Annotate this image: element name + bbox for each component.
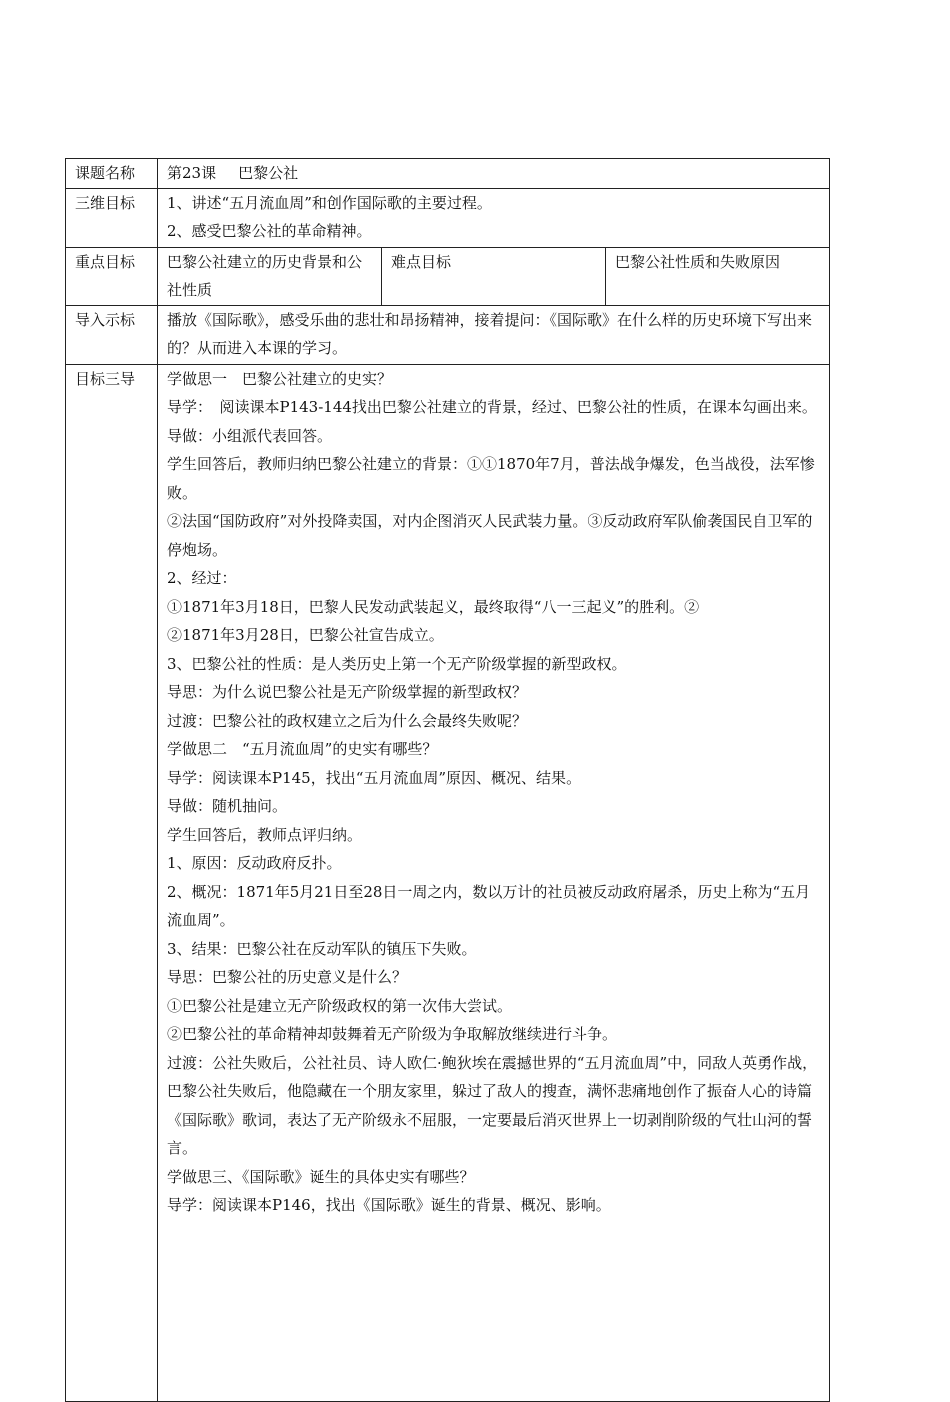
content-line: 导思：为什么说巴黎公社是无产阶级掌握的新型政权？ [167, 683, 528, 701]
intro-value: 播放《国际歌》，感受乐曲的悲壮和昂扬精神，接着提问：《国际歌》在什么样的历史环境下写出来的？从而进入本课的学习。 [158, 305, 830, 364]
lesson-name: 巴黎公社 [238, 164, 299, 182]
content-line: 2、概况：1871年5月21日至28日一周之内，数以万计的社员被反动政府屠杀，历史上称为“五月流血周”。 [167, 882, 811, 929]
content-line: 3、巴黎公社的性质：是人类历史上第一个无产阶级掌握的新型政权。 [167, 654, 627, 673]
row-key-points [66, 247, 830, 305]
content-line: 学做思二 “五月流血周”的史实有哪些？ [167, 740, 438, 758]
row-main-content [66, 364, 830, 1401]
content-line: 学做思一 巴黎公社建立的史实？ [167, 369, 393, 388]
goal-item: 2、感受巴黎公社的革命精神。 [167, 222, 372, 240]
row-lesson-title [66, 159, 830, 189]
content-line: ②1871年3月28日，巴黎公社宣告成立。 [167, 626, 444, 644]
content-line: 1、原因：反动政府反扑。 [167, 854, 342, 872]
goals-label: 三维目标 [66, 188, 158, 247]
content-line: 学做思三、《国际歌》诞生的具体史实有哪些？ [167, 1167, 475, 1186]
difficult-label: 难点目标 [382, 247, 606, 305]
content-line: 2、经过： [167, 569, 237, 587]
main-content [158, 364, 830, 1401]
content-line: 导学： 阅读课本P143-144找出巴黎公社建立的背景，经过、巴黎公社的性质，在课本勾画出来。 [167, 398, 817, 416]
content-line: ②法国“国防政府”对外投降卖国，对内企图消灭人民武装力量。③反动政府军队偷袭国民自卫军的停炮场。 [167, 512, 813, 559]
goals-list [158, 188, 830, 247]
difficult-value: 巴黎公社性质和失败原因 [606, 247, 830, 305]
main-label: 目标三导 [66, 364, 158, 1401]
content-line: 学生回答后，教师点评归纳。 [167, 825, 363, 844]
content-line: 学生回答后，教师归纳巴黎公社建立的背景：①①1870年7月，普法战争爆发，色当战役，法军惨败。 [167, 455, 815, 502]
content-line: ①巴黎公社是建立无产阶级政权的第一次伟大尝试。 [167, 996, 513, 1015]
key-value: 巴黎公社建立的历史背景和公社性质 [158, 247, 382, 305]
content-line: 导学：阅读课本P146，找出《国际歌》诞生的背景、概况、影响。 [167, 1196, 611, 1214]
intro-label: 导入示标 [66, 305, 158, 364]
content-line: ①1871年3月18日，巴黎人民发动武装起义，最终取得“八一三起义”的胜利。② [167, 597, 700, 616]
key-label: 重点目标 [66, 247, 158, 305]
content-line: 导思：巴黎公社的历史意义是什么？ [167, 968, 408, 986]
row-goals [66, 188, 830, 247]
content-line: 导学：阅读课本P145，找出“五月流血周”原因、概况、结果。 [167, 768, 582, 787]
goal-item: 1、讲述“五月流血周”和创作国际歌的主要过程。 [167, 193, 492, 212]
lesson-title-value [158, 159, 830, 189]
content-line: 导做：小组派代表回答。 [167, 426, 333, 445]
lesson-title-label: 课题名称 [66, 159, 158, 189]
content-line: 3、结果：巴黎公社在反动军队的镇压下失败。 [167, 939, 477, 958]
lesson-number: 第23课 [167, 164, 217, 182]
lesson-plan-table [65, 158, 830, 1402]
content-line: 导做：随机抽问。 [167, 797, 288, 815]
content-line: ②巴黎公社的革命精神却鼓舞着无产阶级为争取解放继续进行斗争。 [167, 1025, 618, 1043]
row-intro [66, 305, 830, 364]
content-line: 过渡：公社失败后，公社社员、诗人欧仁·鲍狄埃在震撼世界的“五月流血周”中，同敌人英勇作战，巴黎公社失败后，他隐藏在一个朋友家里，躲过了敌人的搜查，满怀悲痛地创作了振奋人心的诗篇《国际歌》歌词，表达了无产阶级永不屈服，一定要最后消灭世界上一切剥削阶级的气壮山河的誓言。 [167, 1053, 818, 1157]
content-line: 过渡：巴黎公社的政权建立之后为什么会最终失败呢？ [167, 711, 528, 730]
